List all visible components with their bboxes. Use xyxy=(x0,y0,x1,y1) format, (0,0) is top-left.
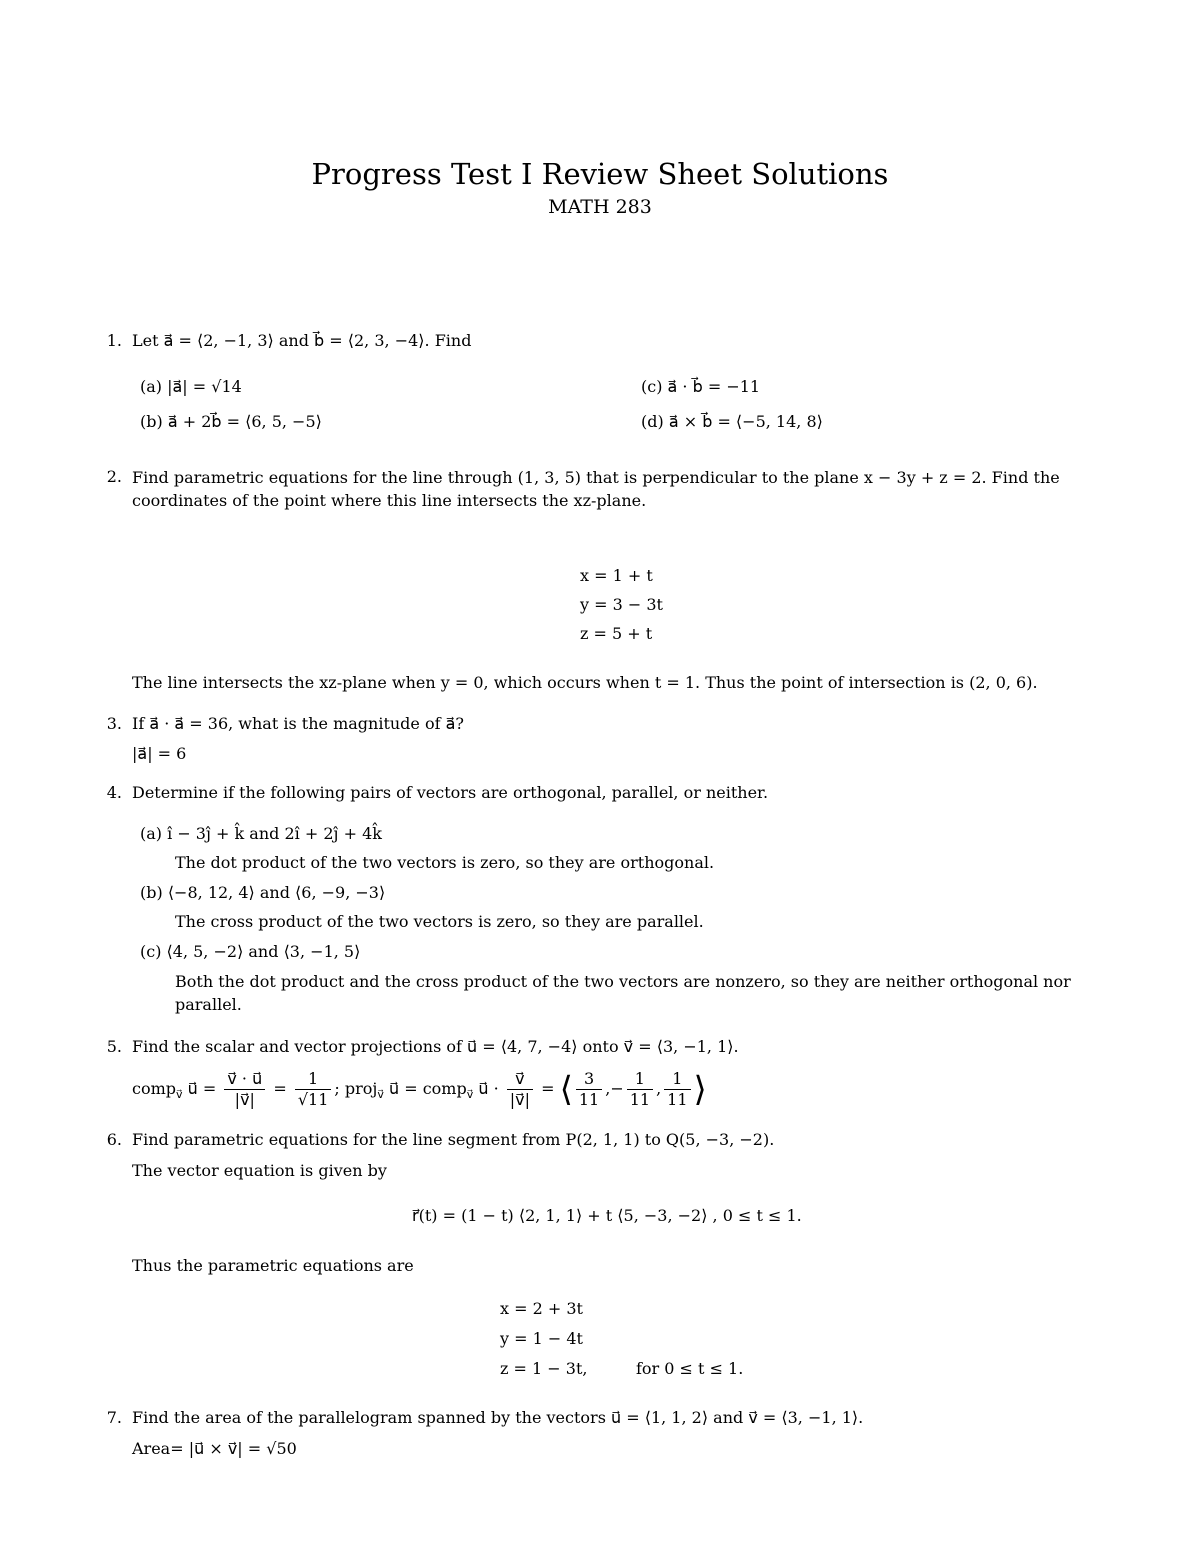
equals-sign: = xyxy=(541,1079,555,1098)
problem-6-equation-x: x = 2 + 3t xyxy=(500,1299,583,1318)
comma: , xyxy=(656,1079,662,1098)
dot-operator: · xyxy=(493,1079,499,1098)
u-vector: u⃗ xyxy=(187,1079,198,1098)
problem-4b-vectors: (b) ⟨−8, 12, 4⟩ and ⟨6, −9, −3⟩ xyxy=(140,883,386,902)
problem-2-equation-y: y = 3 − 3t xyxy=(580,595,663,614)
problem-1c-answer: (c) a⃗ · b⃗ = −11 xyxy=(641,377,761,396)
problem-3-number: 3. xyxy=(106,714,122,733)
problem-2-equation-z: z = 5 + t xyxy=(580,624,653,643)
problem-1b-answer: (b) a⃗ + 2b⃗ = ⟨6, 5, −5⟩ xyxy=(140,412,322,431)
comp-label: comp xyxy=(132,1079,177,1098)
left-angle-bracket: ⟨ xyxy=(559,1069,573,1110)
equals-sign: = xyxy=(202,1079,217,1098)
problem-2-number: 2. xyxy=(106,467,122,486)
fraction-numerator: 3 xyxy=(576,1069,602,1090)
problem-4-question: Determine if the following pairs of vectors are orthogonal, parallel, or neither. xyxy=(132,783,769,802)
problem-3-question: If a⃗ · a⃗ = 36, what is the magnitude of a⃗? xyxy=(132,714,464,733)
fraction-dot-over-norm xyxy=(224,1069,265,1110)
fraction-denominator: 11 xyxy=(629,1090,651,1109)
problem-5-number: 5. xyxy=(106,1037,122,1056)
fraction-numerator: 1 xyxy=(664,1069,690,1090)
problem-2-answer: The line intersects the xz-plane when y = 0, which occurs when t = 1. Thus the point of intersection is (2, 0, 6). xyxy=(132,673,1038,692)
u-vector: u⃗ xyxy=(478,1079,489,1098)
problem-6-equation-z: z = 1 − 3t, xyxy=(500,1359,588,1378)
problem-7-answer: Area= |u⃗ × v⃗| = √50 xyxy=(132,1439,297,1458)
course-label: MATH 283 xyxy=(548,196,652,218)
comp-subscript: v⃗ xyxy=(466,1088,474,1102)
comma: , xyxy=(605,1079,611,1098)
problem-1-number: 1. xyxy=(106,331,122,350)
fraction-numerator: 1 xyxy=(627,1069,653,1090)
problem-6-parameter-range: for 0 ≤ t ≤ 1. xyxy=(636,1359,744,1378)
comp-label: comp xyxy=(422,1079,467,1098)
fraction-numerator: v⃗ · u⃗ xyxy=(224,1069,265,1090)
result-component-1 xyxy=(576,1069,602,1110)
comp-subscript: v⃗ xyxy=(176,1088,183,1102)
problem-4a-answer: The dot product of the two vectors is zero, so they are orthogonal. xyxy=(175,853,715,872)
problem-3-answer: |a⃗| = 6 xyxy=(132,744,187,763)
result-component-2 xyxy=(627,1069,653,1110)
result-component-3 xyxy=(664,1069,690,1110)
fraction-denominator: 11 xyxy=(578,1090,600,1109)
proj-subscript: v⃗ xyxy=(377,1088,384,1102)
fraction-scalar-projection xyxy=(295,1069,332,1110)
problem-4c-answer: Both the dot product and the cross product of the two vectors are nonzero, so they are neither orthogonal nor parallel. xyxy=(175,972,1071,1014)
equals-sign: = xyxy=(404,1079,418,1098)
equals-sign: = xyxy=(273,1079,287,1098)
problem-4c-vectors: (c) ⟨4, 5, −2⟩ and ⟨3, −1, 5⟩ xyxy=(140,942,361,961)
minus-sign: − xyxy=(610,1079,624,1098)
fraction-denominator: √11 xyxy=(297,1090,329,1109)
problem-6-vector-equation: r⃗(t) = (1 − t) ⟨2, 1, 1⟩ + t ⟨5, −3, −2⟩ , 0 ≤ t ≤ 1. xyxy=(412,1206,802,1225)
problem-4a-vectors: (a) î − 3ĵ + k̂ and 2î + 2ĵ + 4k̂ xyxy=(140,824,382,843)
problem-5-question: Find the scalar and vector projections of u⃗ = ⟨4, 7, −4⟩ onto v⃗ = ⟨3, −1, 1⟩. xyxy=(132,1037,739,1056)
problem-2-equation-x: x = 1 + t xyxy=(580,566,653,585)
fraction-denominator: 11 xyxy=(667,1090,688,1109)
problem-7-number: 7. xyxy=(106,1408,122,1427)
document-title: Progress Test I Review Sheet Solutions xyxy=(311,157,889,191)
problem-6-question: Find parametric equations for the line segment from P(2, 1, 1) to Q(5, −3, −2). xyxy=(132,1130,775,1149)
proj-label: ; proj xyxy=(334,1079,378,1098)
fraction-denominator: |v⃗| xyxy=(234,1090,255,1109)
fraction-numerator: 1 xyxy=(295,1069,332,1090)
problem-7-question: Find the area of the parallelogram spanned by the vectors u⃗ = ⟨1, 1, 2⟩ and v⃗ = ⟨3, −1, 1⟩. xyxy=(132,1408,864,1427)
u-vector: u⃗ xyxy=(388,1079,400,1098)
problem-5-answer xyxy=(132,1065,707,1119)
problem-1-question: Let a⃗ = ⟨2, −1, 3⟩ and b⃗ = ⟨2, 3, −4⟩. Find xyxy=(132,331,472,350)
problem-2-question: Find parametric equations for the line through (1, 3, 5) that is perpendicular to the plane x − 3y + z = 2. Find the coordinates of the point where this line intersects the xz-plane. xyxy=(132,468,1060,510)
problem-6-number: 6. xyxy=(106,1130,122,1149)
problem-1d-answer: (d) a⃗ × b⃗ = ⟨−5, 14, 8⟩ xyxy=(641,412,823,431)
problem-6-intro: The vector equation is given by xyxy=(132,1161,387,1180)
problem-6-transition: Thus the parametric equations are xyxy=(132,1256,414,1275)
right-angle-bracket: ⟩ xyxy=(693,1069,707,1110)
problem-4-number: 4. xyxy=(106,783,122,802)
problem-6-equation-y: y = 1 − 4t xyxy=(500,1329,583,1348)
problem-4b-answer: The cross product of the two vectors is zero, so they are parallel. xyxy=(175,912,704,931)
fraction-unit-vector xyxy=(507,1069,533,1110)
problem-1a-answer: (a) |a⃗| = √14 xyxy=(140,377,242,396)
fraction-denominator: |v⃗| xyxy=(509,1090,530,1109)
fraction-numerator: v⃗ xyxy=(507,1069,533,1090)
